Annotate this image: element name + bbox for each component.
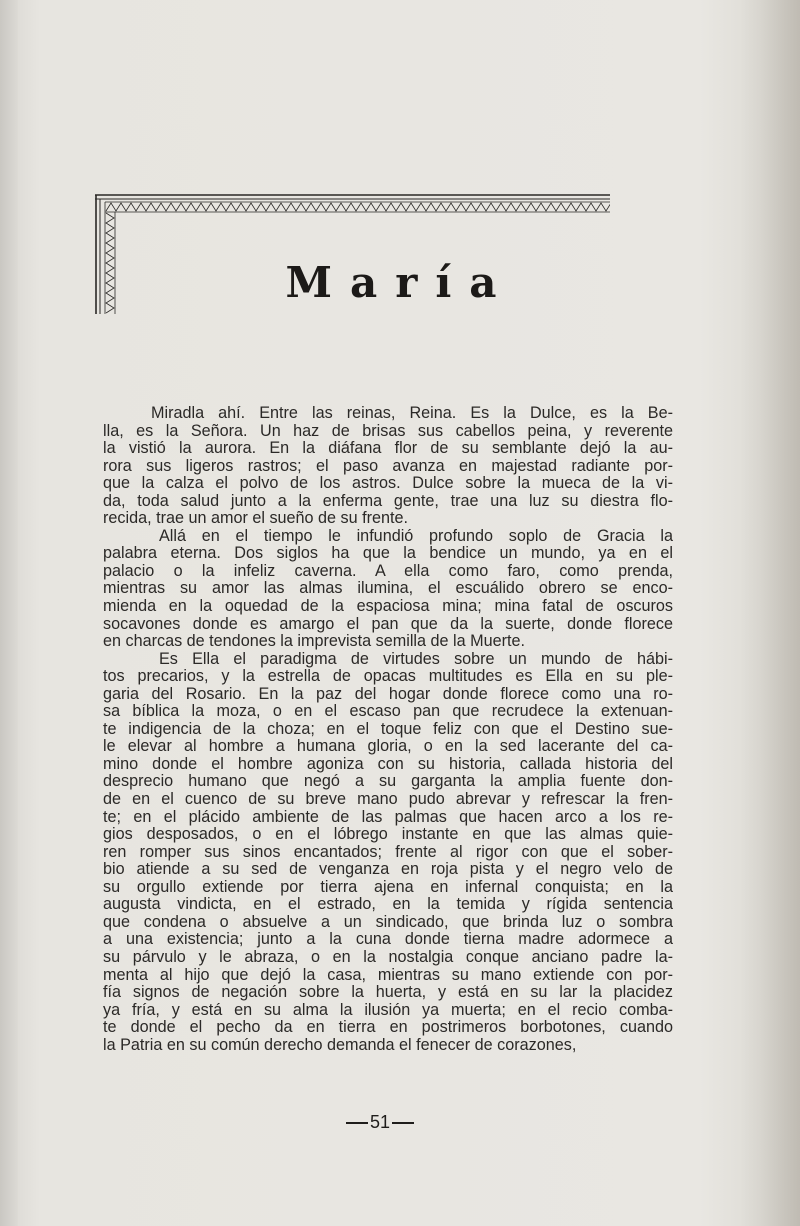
text-line: le elevar al hombre a humana gloria, o en la sed lacerante del ca- <box>103 737 673 756</box>
text-line: rora sus ligeros rastros; el paso avanza en majestad radiante por- <box>103 456 673 475</box>
page-number <box>0 1112 760 1133</box>
text-line: que condena o absuelve a un sindicado, que brinda luz o sombra <box>103 912 673 931</box>
text-line: menta al hijo que dejó la casa, mientras su mano extiende con por- <box>103 965 673 984</box>
page-number-dash-left <box>346 1122 368 1124</box>
text-line: Es Ella el paradigma de virtudes sobre un mundo de hábi- <box>159 649 673 668</box>
chapter-title: María <box>285 258 515 307</box>
page-spine-shadow <box>0 0 18 1226</box>
page-number-value: 51 <box>369 1112 391 1132</box>
text-line: lla, es la Señora. Un haz de brisas sus cabellos peina, y reverente <box>103 421 673 440</box>
text-line: Miradla ahí. Entre las reinas, Reina. Es la Dulce, es la Be- <box>151 404 673 422</box>
text-line: palabra eterna. Dos siglos ha que la bendice un mundo, ya en el <box>103 544 673 563</box>
text-line: recida, trae un amor el sueño de su frente. <box>103 509 409 528</box>
text-line: la vistió la aurora. En la diáfana flor de su semblante dejó la au- <box>103 439 673 458</box>
text-line: ya fría, y está en su alma la ilusión ya muerta; en el recio comba- <box>103 1000 673 1019</box>
text-line: palacio o la infeliz caverna. A ella como faro, como prenda, <box>103 561 673 580</box>
text-line: mienda en la oquedad de la espaciosa mina; mina fatal de oscuros <box>103 597 673 616</box>
text-line: socavones donde es amargo el pan que da la suerte, donde florece <box>103 614 673 633</box>
text-line: gios desposados, o en el lóbrego instante en que las almas quie- <box>103 825 673 844</box>
text-line: mino donde el hombre agoniza con su historia, callada historia del <box>103 754 673 773</box>
page-number-dash-right <box>392 1122 414 1124</box>
text-line: te; en el plácido ambiente de las palmas que hacen arco a los re- <box>103 807 673 826</box>
body-text <box>103 405 673 1054</box>
text-line: ren romper sus sinos encantados; frente al rigor con que el sober- <box>103 842 673 861</box>
text-line: te indigencia de la choza; en el toque feliz con que el Destino sue- <box>103 719 673 738</box>
text-line: la Patria en su común derecho demanda el fenecer de corazones, <box>103 1035 577 1054</box>
text-line: Allá en el tiempo le infundió profundo soplo de Gracia la <box>159 526 673 545</box>
text-line: mientras su amor las almas ilumina, el escuálido obrero se enco- <box>103 579 673 598</box>
text-line: augusta vindicta, en el estrado, en la temida y rígida sentencia <box>103 895 673 914</box>
text-line: da, toda salud junto a la enferma gente, trae una luz su diestra flo- <box>103 491 673 510</box>
text-line: que la calza el polvo de los astros. Dulce sobre la mueca de la vi- <box>103 474 673 493</box>
text-line: fía signos de negación sobre la huerta, y está en su lar la placidez <box>103 983 673 1002</box>
text-line: tos precarios, y la estrella de opacas multitudes es Ella en su ple- <box>103 667 673 686</box>
text-line: bio atiende a su sed de venganza en roja pista y el negro velo de <box>103 860 673 879</box>
text-line: garia del Rosario. En la paz del hogar donde florece como una ro- <box>103 684 673 703</box>
text-line: en charcas de tendones la imprevista semilla de la Muerte. <box>103 632 525 651</box>
text-line: su orgullo extiende por tierra ajena en infernal conquista; en la <box>103 877 673 896</box>
page-edge-shadow <box>740 0 800 1226</box>
text-line: de en el cuenco de su breve mano pudo abrevar y refrescar la fren- <box>103 790 673 809</box>
text-line: desprecio humano que negó a su garganta la amplia fuente don- <box>103 772 673 791</box>
text-line: te donde el pecho da en tierra en postrimeros borbotones, cuando <box>103 1018 673 1037</box>
text-line: su párvulo y le abraza, o en la nostalgia conque anciano padre la- <box>103 947 673 966</box>
text-line: sa bíblica la moza, o en el escaso pan que recrudece la extenuan- <box>103 702 673 721</box>
text-line: a una existencia; junto a la cuna donde tierna madre adormece a <box>103 930 673 949</box>
